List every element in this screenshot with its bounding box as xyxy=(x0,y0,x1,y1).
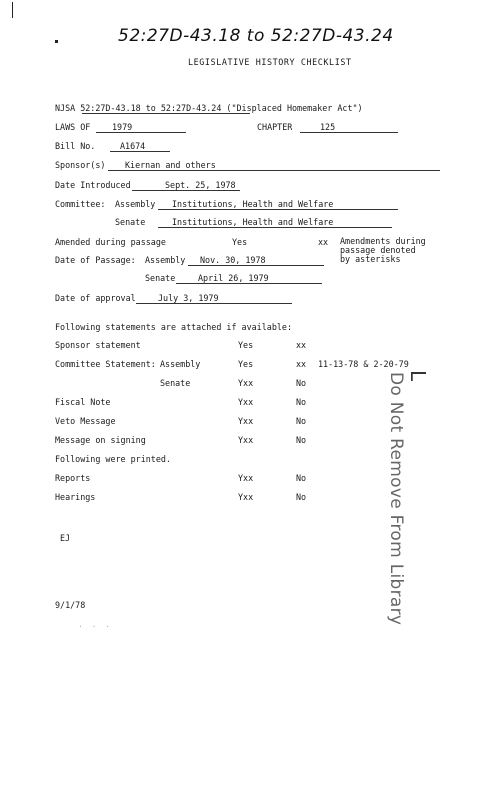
veto-message-no: No xyxy=(296,416,307,426)
veto-message-label: Veto Message xyxy=(55,416,116,426)
passage-label: Date of Passage: xyxy=(55,255,136,265)
passage-assembly-label: Assembly xyxy=(145,255,186,265)
committee-statement-label: Committee Statement: xyxy=(55,359,156,369)
signing-message-label: Message on signing xyxy=(55,435,146,445)
amended-label: Amended during passage xyxy=(55,237,166,247)
committee-senate-value: Institutions, Health and Welfare xyxy=(172,217,334,227)
njsa-citation: NJSA 52:27D-43.18 to 52:27D-43.24 ("Displaced Homemaker Act") xyxy=(55,103,363,113)
sponsor-statement-yes: Yes xyxy=(238,340,254,350)
reports-no: No xyxy=(296,473,307,483)
form-title: LEGISLATIVE HISTORY CHECKLIST xyxy=(188,57,352,67)
approval-value: July 3, 1979 xyxy=(158,293,219,303)
sponsor-value: Kiernan and others xyxy=(125,160,216,170)
sponsor-statement-label: Sponsor statement xyxy=(55,340,141,350)
dot-mark xyxy=(55,40,58,43)
reports-yes: Yxx xyxy=(238,473,254,483)
bill-no-label: Bill No. xyxy=(55,141,96,151)
reports-label: Reports xyxy=(55,473,91,483)
amended-yes: Yes xyxy=(232,237,248,247)
signing-message-no: No xyxy=(296,435,307,445)
approval-line xyxy=(136,303,292,304)
veto-message-yes: Yxx xyxy=(238,416,254,426)
committee-label: Committee: xyxy=(55,199,106,209)
senate-statement-label: Senate xyxy=(160,378,191,388)
committee-senate-line xyxy=(158,227,392,228)
sponsor-label: Sponsor(s) xyxy=(55,160,106,170)
passage-senate-line xyxy=(176,283,322,284)
laws-of-value: 1979 xyxy=(112,122,133,132)
senate-statement-yes: Yxx xyxy=(238,378,254,388)
amended-note-3: by asterisks xyxy=(340,254,401,264)
laws-of-label: LAWS OF xyxy=(55,122,91,132)
chapter-value: 125 xyxy=(320,122,336,132)
smudge-dots: · · · xyxy=(78,622,113,631)
library-stamp-letter: L xyxy=(406,370,430,382)
attached-intro: Following statements are attached if available: xyxy=(55,322,292,332)
sponsor-statement-no: xx xyxy=(296,340,307,350)
committee-statement-no: xx xyxy=(296,359,307,369)
passage-senate-label: Senate xyxy=(145,273,176,283)
amended-note-1: Amendments during xyxy=(340,236,426,246)
laws-of-line xyxy=(96,132,186,133)
senate-statement-no: No xyxy=(296,378,307,388)
corner-mark xyxy=(12,2,13,18)
passage-assembly-line xyxy=(188,265,324,266)
fiscal-note-yes: Yxx xyxy=(238,397,254,407)
passage-senate-value: April 26, 1979 xyxy=(198,273,269,283)
hearings-no: No xyxy=(296,492,307,502)
fiscal-note-no: No xyxy=(296,397,307,407)
committee-statement-dates: 11-13-78 & 2-20-79 xyxy=(318,359,409,369)
njsa-underline xyxy=(82,113,250,114)
hearings-label: Hearings xyxy=(55,492,96,502)
initials: EJ xyxy=(60,533,71,543)
printed-intro: Following were printed. xyxy=(55,454,171,464)
approval-label: Date of approval xyxy=(55,293,136,303)
passage-assembly-value: Nov. 30, 1978 xyxy=(200,255,266,265)
committee-statement-yes: Yes xyxy=(238,359,254,369)
date-stamp: 9/1/78 xyxy=(55,600,86,610)
committee-assembly-label: Assembly xyxy=(115,199,156,209)
bill-no-value: A1674 xyxy=(120,141,146,151)
date-introduced-value: Sept. 25, 1978 xyxy=(165,180,236,190)
sponsor-line xyxy=(108,170,440,171)
date-introduced-label: Date Introduced xyxy=(55,180,131,190)
fiscal-note-label: Fiscal Note xyxy=(55,397,111,407)
date-introduced-line xyxy=(132,190,240,191)
committee-statement-sub: Assembly xyxy=(160,359,201,369)
bill-no-line xyxy=(110,151,170,152)
committee-senate-label: Senate xyxy=(115,217,146,227)
handwritten-heading: 52:27D-43.18 to 52:27D-43.24 xyxy=(118,26,394,46)
library-stamp-main: Do Not Remove From Library xyxy=(386,372,406,626)
amended-note-2: passage denoted xyxy=(340,245,416,255)
chapter-line xyxy=(300,132,398,133)
hearings-yes: Yxx xyxy=(238,492,254,502)
committee-assembly-line xyxy=(158,209,398,210)
chapter-label: CHAPTER xyxy=(257,122,293,132)
signing-message-yes: Yxx xyxy=(238,435,254,445)
committee-assembly-value: Institutions, Health and Welfare xyxy=(172,199,334,209)
amended-no-mark: xx xyxy=(318,237,329,247)
